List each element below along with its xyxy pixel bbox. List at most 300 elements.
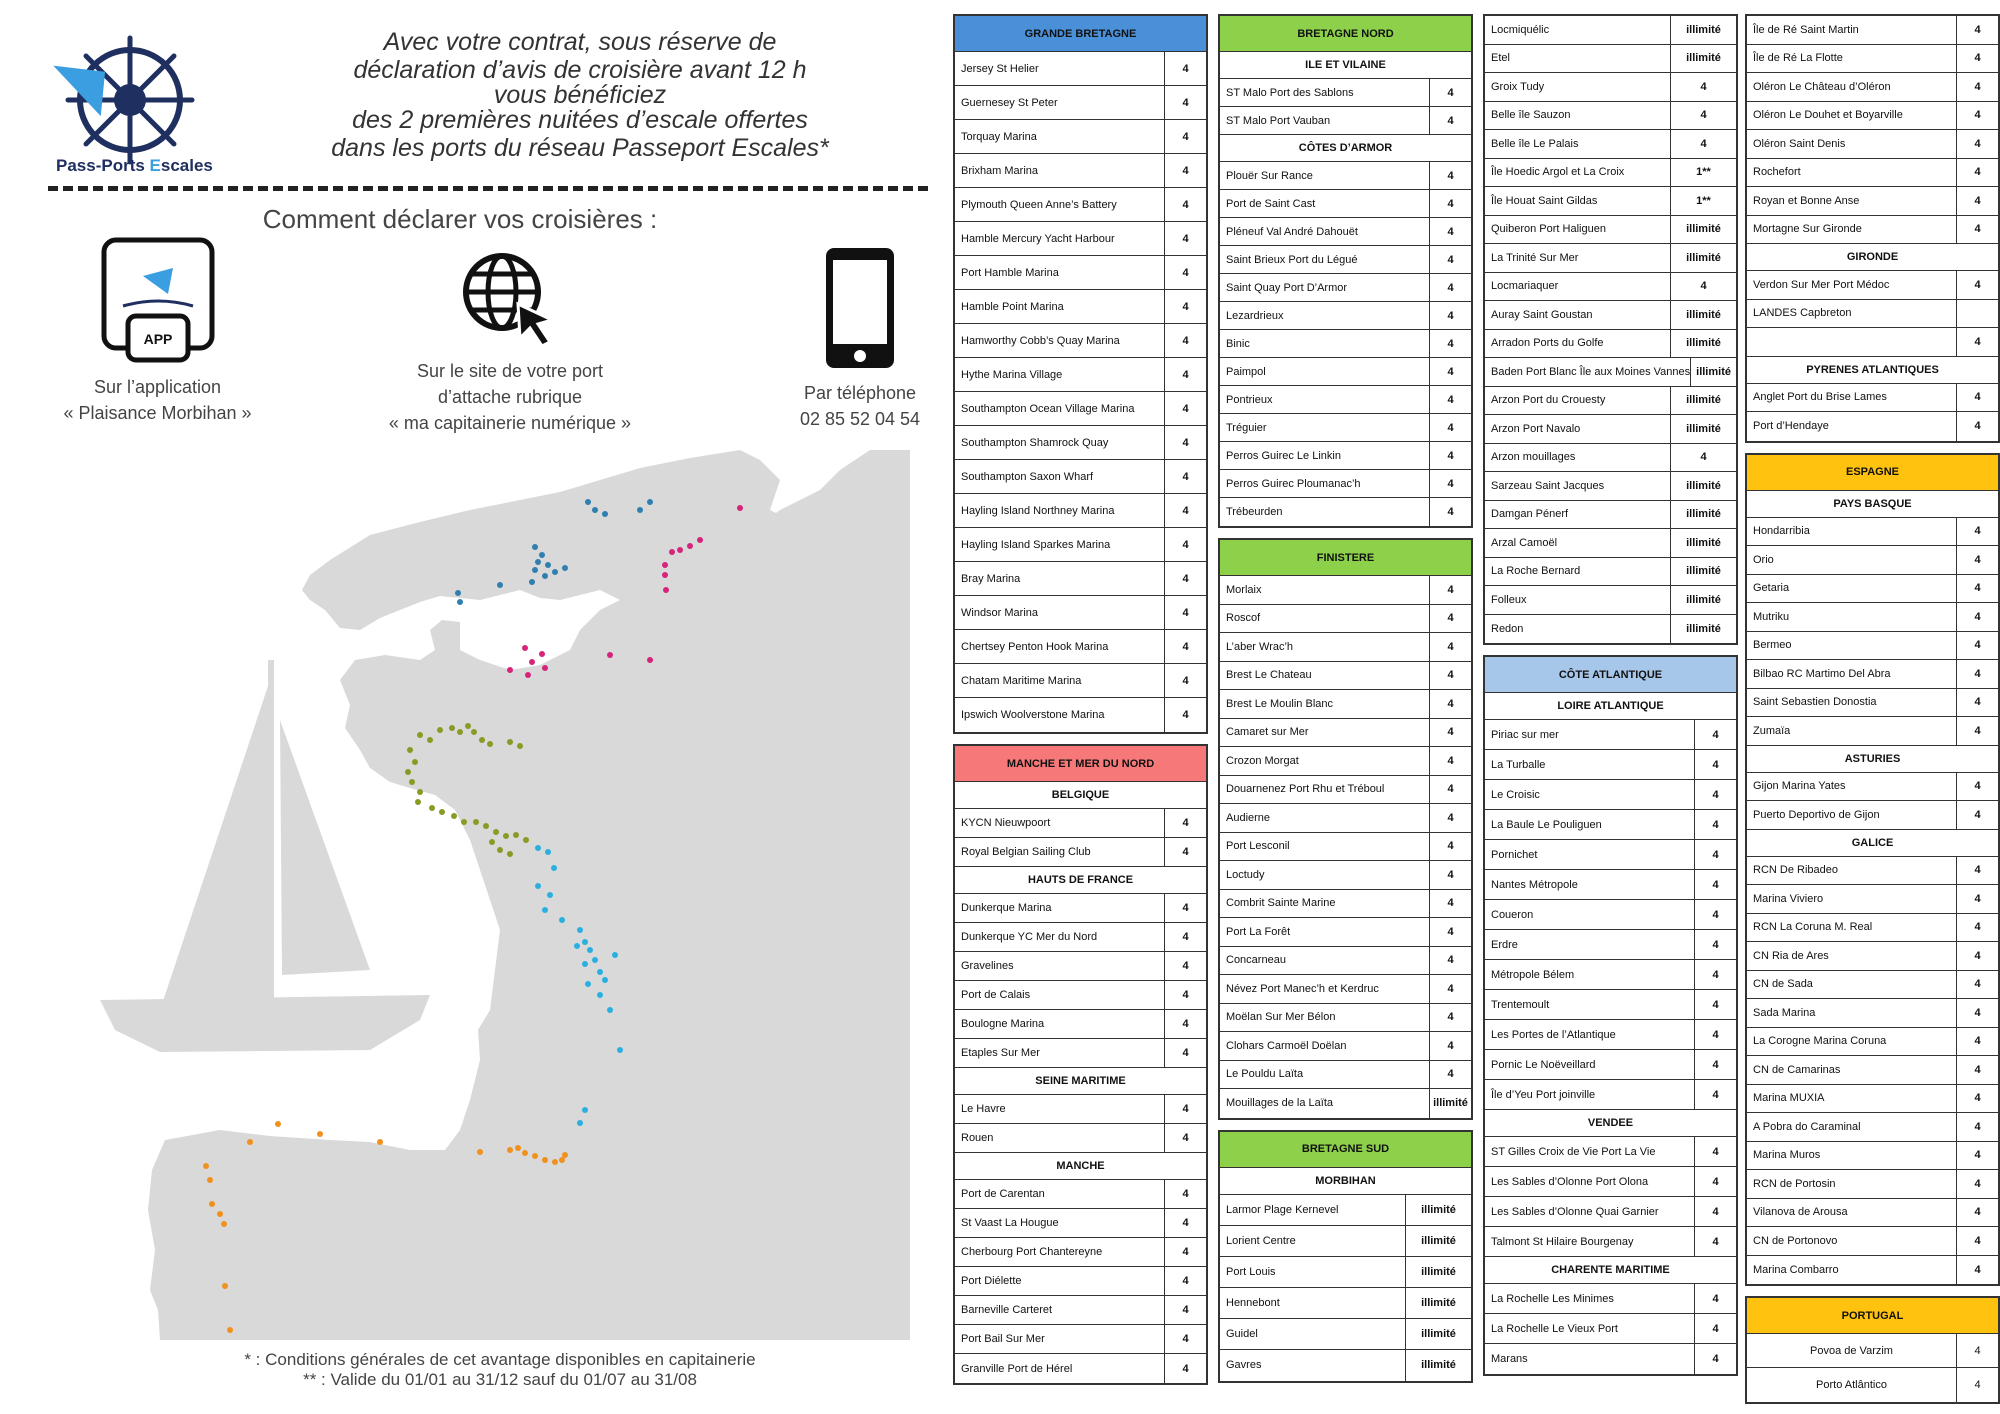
subregion-header: BELGIQUE <box>955 782 1206 809</box>
port-row <box>1747 271 1998 300</box>
port-row <box>1220 218 1471 246</box>
port-name: Hamble Point Marina <box>961 300 1064 313</box>
port-name: Guernesey St Peter <box>961 96 1058 109</box>
port-name: Brest Le Chateau <box>1226 669 1312 682</box>
nights-value: 4 <box>1956 102 1998 130</box>
port-row <box>1485 1080 1736 1110</box>
port-row <box>1747 1113 1998 1142</box>
nights-value: 4 <box>1164 1039 1206 1067</box>
port-name: La Trinité Sur Mer <box>1491 251 1579 264</box>
port-row <box>1747 546 1998 575</box>
port-name: La Baule Le Pouliguen <box>1491 818 1602 831</box>
nights-value: 4 <box>1429 79 1471 106</box>
footnotes: * : Conditions générales de cet avantage disponibles en capitainerie ** : Valide du 01/01 au 31/12 sauf du 01/07 au 31/08 <box>244 1350 756 1389</box>
nights-value: 4 <box>1956 1113 1998 1141</box>
port-name: Mortagne Sur Gironde <box>1753 223 1862 236</box>
nights-value: 4 <box>1429 218 1471 245</box>
nights-value: 4 <box>1429 861 1471 889</box>
port-row <box>1747 914 1998 943</box>
region-header: BRETAGNE NORD <box>1220 16 1471 52</box>
port-row <box>1747 1170 1998 1199</box>
port-row <box>955 1039 1206 1068</box>
port-row <box>1220 947 1471 976</box>
port-row <box>1747 660 1998 689</box>
port-row <box>1220 470 1471 498</box>
port-name: Roscof <box>1226 612 1261 625</box>
port-row <box>1485 501 1736 530</box>
port-name: Lezardrieux <box>1226 309 1284 322</box>
port-row <box>1485 159 1736 188</box>
logo-text: Pass-Ports Escales <box>56 156 213 175</box>
port-row <box>1220 162 1471 190</box>
port-name: Marina Muros <box>1753 1149 1821 1162</box>
port-row <box>1485 1197 1736 1227</box>
globe-cursor-icon <box>460 250 560 350</box>
nights-value: 4 <box>1164 664 1206 697</box>
nights-value: 4 <box>1956 1199 1998 1227</box>
nights-value: 4 <box>1956 632 1998 660</box>
port-row <box>955 1267 1206 1296</box>
port-name: Sarzeau Saint Jacques <box>1491 479 1605 492</box>
port-row <box>1747 1334 1998 1368</box>
port-row <box>1485 780 1736 810</box>
port-name: Gravelines <box>961 960 1014 972</box>
port-row <box>955 1180 1206 1209</box>
port-name: Larmor Plage Kernevel <box>1226 1203 1339 1216</box>
port-row <box>955 1238 1206 1267</box>
nights-value: 4 <box>1429 662 1471 690</box>
port-name: Groix Tudy <box>1491 80 1545 93</box>
port-name: Le Croisic <box>1491 788 1540 801</box>
port-name: Port de Calais <box>961 989 1031 1001</box>
port-row <box>1485 990 1736 1020</box>
port-row <box>955 1095 1206 1124</box>
port-name: Piriac sur mer <box>1491 728 1559 741</box>
port-name: Ipswich Woolverstone Marina <box>961 709 1105 721</box>
nights-value: 4 <box>1429 605 1471 633</box>
port-row <box>1747 412 1998 441</box>
port-name: Brixham Marina <box>961 164 1039 177</box>
port-row <box>1747 328 1998 357</box>
port-name: Povoa de Varzim <box>1810 1344 1893 1357</box>
method-app: APP Sur l’application « Plaisance Morbihan » <box>50 236 265 426</box>
left-panel <box>0 0 940 1414</box>
region-header: PORTUGAL <box>1747 1298 1998 1334</box>
nights-value: 4 <box>1694 1167 1736 1196</box>
port-name: Talmont St Hilaire Bourgenay <box>1491 1235 1634 1248</box>
port-name: Oléron Saint Denis <box>1753 137 1846 150</box>
port-name: Vilanova de Arousa <box>1753 1206 1848 1219</box>
nights-value: illimité <box>1670 16 1736 44</box>
nights-value: 4 <box>1694 1080 1736 1109</box>
port-name: Getaria <box>1753 582 1790 595</box>
nights-value: 4 <box>1164 494 1206 527</box>
port-row <box>1485 900 1736 930</box>
region-table <box>953 14 1208 734</box>
port-row <box>1485 720 1736 750</box>
port-name: Saint Quay Port D’Armor <box>1226 281 1348 294</box>
nights-value: 4 <box>1164 981 1206 1009</box>
nights-value: 4 <box>1956 216 1998 244</box>
port-row <box>955 698 1206 732</box>
port-name: Camaret sur Mer <box>1226 726 1309 739</box>
port-name: Hamble Mercury Yacht Harbour <box>961 232 1115 245</box>
region-table <box>1218 1130 1473 1383</box>
port-row <box>1220 576 1471 605</box>
nights-value: 4 <box>1429 386 1471 413</box>
port-name: L’aber Wrac’h <box>1226 640 1294 653</box>
port-name: Brest Le Moulin Blanc <box>1226 697 1333 710</box>
port-name: Île de Ré La Flotte <box>1753 52 1843 65</box>
port-name: Bilbao RC Martimo Del Abra <box>1753 667 1891 680</box>
nights-value: 4 <box>1956 384 1998 412</box>
nights-value: 4 <box>1429 975 1471 1003</box>
subregion-header: CHARENTE MARITIME <box>1485 1257 1736 1284</box>
port-row <box>1220 386 1471 414</box>
port-name: Porto Atlântico <box>1816 1379 1887 1391</box>
port-row <box>1220 1032 1471 1061</box>
port-row <box>1747 575 1998 604</box>
nights-value: 4 <box>1164 460 1206 493</box>
port-row <box>1747 603 1998 632</box>
nights-value: 4 <box>1164 1010 1206 1038</box>
port-row <box>955 630 1206 664</box>
nights-value: 4 <box>1164 923 1206 951</box>
nights-value: 4 <box>1670 444 1736 472</box>
port-row <box>1485 273 1736 302</box>
nights-value: 4 <box>1429 719 1471 747</box>
nights-value: 4 <box>1956 857 1998 885</box>
nights-value: 4 <box>1429 470 1471 497</box>
region-table <box>1745 14 2000 443</box>
nights-value: 4 <box>1164 528 1206 561</box>
port-row <box>955 664 1206 698</box>
port-row <box>1485 960 1736 990</box>
port-row <box>1220 1226 1471 1257</box>
port-row <box>1220 1350 1471 1381</box>
region-table <box>1483 655 1738 1376</box>
port-row <box>1747 885 1998 914</box>
port-name: Perros Guirec Le Linkin <box>1226 449 1341 462</box>
nights-value: 4 <box>1694 960 1736 989</box>
port-row <box>1220 662 1471 691</box>
port-name: La Rochelle Le Vieux Port <box>1491 1322 1618 1335</box>
port-row <box>1485 301 1736 330</box>
nights-value: 4 <box>1164 952 1206 980</box>
port-row <box>1220 414 1471 442</box>
nights-value: illimité <box>1670 45 1736 73</box>
nights-value: 4 <box>1956 1028 1998 1056</box>
port-row <box>1747 717 1998 746</box>
nights-value: 4 <box>1956 575 1998 603</box>
port-name: Moëlan Sur Mer Bélon <box>1226 1011 1336 1024</box>
nights-value: 4 <box>1164 894 1206 922</box>
port-row <box>1747 102 1998 131</box>
port-row <box>955 1124 1206 1153</box>
port-name: St Vaast La Hougue <box>961 1217 1059 1229</box>
nights-value: 4 <box>1429 414 1471 441</box>
port-name: Sada Marina <box>1753 1006 1816 1019</box>
nights-value: 4 <box>1429 690 1471 718</box>
port-row <box>1485 45 1736 74</box>
port-row <box>1485 330 1736 359</box>
nights-value: 4 <box>1164 86 1206 119</box>
nights-value: 4 <box>1429 804 1471 832</box>
nights-value: 4 <box>1429 442 1471 469</box>
port-row <box>1220 719 1471 748</box>
port-name: Saint Sebastien Donostia <box>1753 696 1877 709</box>
port-name: Mutriku <box>1753 610 1790 623</box>
port-row <box>1485 1344 1736 1374</box>
port-name: Barneville Carteret <box>961 1304 1053 1316</box>
port-row <box>1485 529 1736 558</box>
nights-value <box>1956 300 1998 328</box>
nights-value: 4 <box>1164 809 1206 837</box>
port-row <box>1485 16 1736 45</box>
port-name: Dunkerque YC Mer du Nord <box>961 931 1098 943</box>
port-row <box>1747 130 1998 159</box>
port-row <box>1485 1137 1736 1167</box>
port-row <box>955 528 1206 562</box>
port-row <box>1220 1288 1471 1319</box>
port-row <box>955 838 1206 867</box>
nights-value: 4 <box>1670 102 1736 130</box>
port-row <box>1220 804 1471 833</box>
port-name: Hondarribia <box>1753 525 1810 538</box>
nights-value: 4 <box>1694 930 1736 959</box>
port-name: Port de Saint Cast <box>1226 197 1316 210</box>
port-name: Hamworthy Cobb’s Quay Marina <box>961 334 1120 347</box>
nights-value: illimité <box>1690 358 1736 386</box>
nights-value: 4 <box>1956 16 1998 44</box>
subregion-header: GALICE <box>1747 830 1998 857</box>
port-name: Chertsey Penton Hook Marina <box>961 640 1109 653</box>
port-name: Etaples Sur Mer <box>961 1047 1040 1059</box>
nights-value: 4 <box>1429 947 1471 975</box>
port-name: Trentemoult <box>1491 998 1550 1011</box>
port-name: Guidel <box>1226 1327 1258 1340</box>
port-name: Torquay Marina <box>961 130 1037 143</box>
port-row <box>955 1296 1206 1325</box>
port-name: Hennebont <box>1226 1296 1280 1309</box>
port-row <box>1747 1028 1998 1057</box>
port-name: Morlaix <box>1226 583 1262 596</box>
region-table <box>1218 14 1473 528</box>
port-row <box>1220 1319 1471 1350</box>
nights-value: 4 <box>1694 720 1736 749</box>
port-name: Tréguier <box>1226 421 1267 434</box>
nights-value: illimité <box>1405 1195 1471 1225</box>
port-name: Hythe Marina Village <box>961 368 1063 381</box>
port-name: Locmariaquer <box>1491 280 1559 293</box>
port-row <box>1220 633 1471 662</box>
nights-value: 4 <box>1694 750 1736 779</box>
nights-value: 4 <box>1956 328 1998 356</box>
region-header: CÔTE ATLANTIQUE <box>1485 657 1736 693</box>
nights-value: 4 <box>1164 222 1206 255</box>
port-row <box>955 809 1206 838</box>
port-row <box>1485 1050 1736 1080</box>
nights-value: 4 <box>1956 412 1998 441</box>
port-name: Perros Guirec Ploumanac’h <box>1226 477 1361 490</box>
port-row <box>1220 107 1471 135</box>
port-name: Les Portes de l’Atlantique <box>1491 1028 1616 1041</box>
port-row <box>955 324 1206 358</box>
nights-value: 4 <box>1164 358 1206 391</box>
nights-value: 4 <box>1956 1056 1998 1084</box>
port-name: Port Lesconil <box>1226 840 1290 853</box>
port-row <box>955 426 1206 460</box>
port-name: Concarneau <box>1226 954 1286 967</box>
port-row <box>1485 1167 1736 1197</box>
method-web: Sur le site de votre port d’attache rubrique « ma capitainerie numérique » <box>385 250 635 436</box>
port-name: Île Hoedic Argol et La Croix <box>1491 166 1625 179</box>
nights-value: 4 <box>1956 971 1998 999</box>
nights-value: 4 <box>1429 246 1471 273</box>
map-illustration <box>40 450 910 1340</box>
nights-value: 4 <box>1956 1368 1998 1402</box>
port-row <box>955 86 1206 120</box>
column-3 <box>1483 14 1738 1386</box>
nights-value: 4 <box>1956 45 1998 73</box>
port-name: Arzon mouillages <box>1491 451 1576 464</box>
port-name: Marans <box>1491 1353 1528 1365</box>
port-row <box>955 952 1206 981</box>
port-name: Saint Brieux Port du Légué <box>1226 253 1358 266</box>
port-name: Le Pouldu Laïta <box>1226 1068 1304 1081</box>
nights-value: illimité <box>1405 1257 1471 1287</box>
port-row <box>1220 79 1471 107</box>
port-name: Douarnenez Port Rhu et Tréboul <box>1226 783 1385 796</box>
port-row <box>955 1325 1206 1354</box>
port-name: Les Sables d’Olonne Port Olona <box>1491 1175 1649 1188</box>
port-name: Port Bail Sur Mer <box>961 1333 1045 1345</box>
port-name: Royan et Bonne Anse <box>1753 194 1860 207</box>
port-row <box>1220 1089 1471 1118</box>
port-row <box>1220 776 1471 805</box>
nights-value: 4 <box>1164 392 1206 425</box>
port-name: Mouillages de la Laïta <box>1226 1097 1334 1110</box>
nights-value: 4 <box>1956 1142 1998 1170</box>
port-name: A Pobra do Caraminal <box>1753 1120 1861 1133</box>
nights-value: 4 <box>1164 698 1206 732</box>
nights-value: 4 <box>1164 562 1206 595</box>
subregion-header: VENDEE <box>1485 1110 1736 1137</box>
port-name: RCN De Ribadeo <box>1753 864 1838 877</box>
port-row <box>1747 999 1998 1028</box>
port-name: Gavres <box>1226 1359 1262 1371</box>
port-row <box>1485 216 1736 245</box>
port-name: Zumaïa <box>1753 724 1791 737</box>
port-row <box>955 52 1206 86</box>
port-row <box>1485 358 1736 387</box>
port-row <box>1485 810 1736 840</box>
port-name: Gijon Marina Yates <box>1753 780 1846 793</box>
nights-value: illimité <box>1670 330 1736 358</box>
port-row <box>1747 73 1998 102</box>
nights-value: 4 <box>1956 546 1998 574</box>
port-name: Folleux <box>1491 593 1527 606</box>
port-row <box>1485 1020 1736 1050</box>
port-row <box>1485 387 1736 416</box>
port-row <box>1485 870 1736 900</box>
subregion-header: SEINE MARITIME <box>955 1068 1206 1095</box>
port-row <box>1747 300 1998 329</box>
nights-value: illimité <box>1405 1288 1471 1318</box>
port-name: Port La Forêt <box>1226 925 1291 938</box>
nights-value: 4 <box>1956 1334 1998 1367</box>
port-row <box>955 358 1206 392</box>
nights-value: 4 <box>1429 498 1471 526</box>
nights-value: 4 <box>1164 1267 1206 1295</box>
port-name: La Rochelle Les Minimes <box>1491 1292 1614 1305</box>
port-row <box>1747 1142 1998 1171</box>
region-header: GRANDE BRETAGNE <box>955 16 1206 52</box>
nights-value: 4 <box>1694 870 1736 899</box>
port-name: Boulogne Marina <box>961 1018 1045 1030</box>
port-row <box>1747 1368 1998 1402</box>
nights-value: illimité <box>1670 415 1736 443</box>
port-row <box>955 981 1206 1010</box>
nights-value: 4 <box>1429 330 1471 357</box>
port-row <box>955 596 1206 630</box>
port-name: Port de Carentan <box>961 1188 1045 1200</box>
port-row <box>1485 415 1736 444</box>
port-name: Port Louis <box>1226 1265 1276 1278</box>
port-row <box>1485 130 1736 159</box>
port-row <box>1485 586 1736 615</box>
port-row <box>955 1010 1206 1039</box>
port-row <box>1747 159 1998 188</box>
port-name: Île de Ré Saint Martin <box>1753 23 1859 36</box>
nights-value: 1** <box>1670 187 1736 215</box>
port-name: Arradon Ports du Golfe <box>1491 337 1604 350</box>
subregion-header: PYRENES ATLANTIQUES <box>1747 357 1998 384</box>
port-name: Métropole Bélem <box>1491 968 1575 981</box>
port-row <box>955 494 1206 528</box>
port-row <box>1747 857 1998 886</box>
port-name: Pontrieux <box>1226 393 1273 406</box>
port-name: Port Diélette <box>961 1275 1022 1287</box>
port-name: Locmiquélic <box>1491 23 1550 36</box>
port-name: Marina Combarro <box>1753 1263 1839 1276</box>
port-row <box>1485 187 1736 216</box>
port-row <box>955 1354 1206 1383</box>
nights-value: 4 <box>1164 1354 1206 1383</box>
nights-value: 4 <box>1694 1344 1736 1374</box>
nights-value: 4 <box>1956 603 1998 631</box>
port-name: Marina Viviero <box>1753 892 1824 905</box>
port-name: Verdon Sur Mer Port Médoc <box>1753 278 1890 291</box>
nights-value: 4 <box>1956 187 1998 215</box>
port-name: LANDES Capbreton <box>1753 307 1852 320</box>
nights-value: 4 <box>1429 776 1471 804</box>
port-row <box>1220 975 1471 1004</box>
port-name: Paimpol <box>1226 365 1266 378</box>
port-name: Pornichet <box>1491 848 1538 861</box>
nights-value: 4 <box>1164 290 1206 323</box>
port-row <box>955 256 1206 290</box>
port-name: Névez Port Manec’h et Kerdruc <box>1226 982 1379 995</box>
port-row <box>1747 801 1998 830</box>
port-row <box>1220 1195 1471 1226</box>
nights-value: 4 <box>1429 162 1471 189</box>
port-name: Nantes Métropole <box>1491 878 1578 891</box>
port-row <box>955 222 1206 256</box>
subregion-header: GIRONDE <box>1747 244 1998 271</box>
nights-value: illimité <box>1670 529 1736 557</box>
nights-value: 4 <box>1164 1325 1206 1353</box>
